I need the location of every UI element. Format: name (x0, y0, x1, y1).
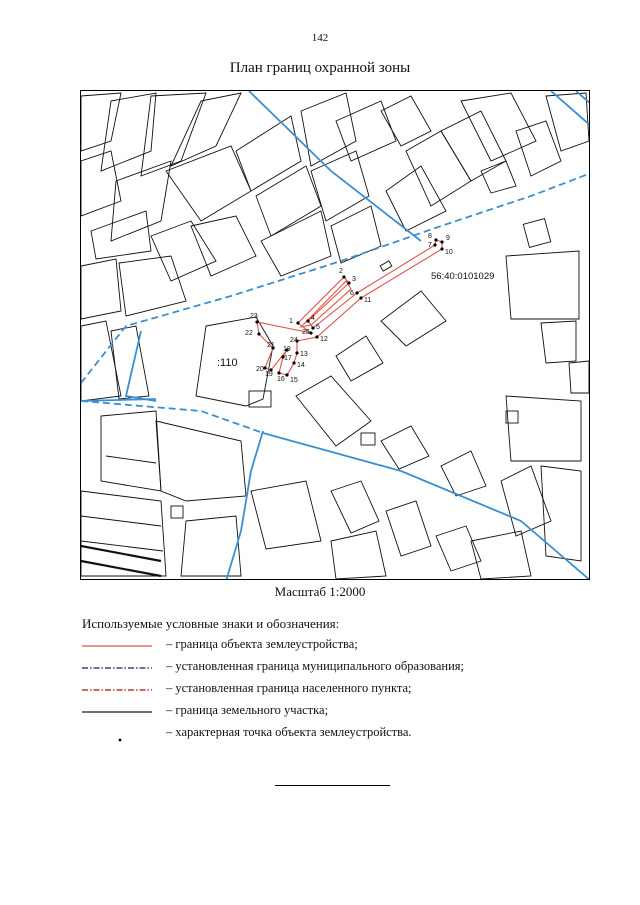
parcel (541, 466, 581, 561)
building (296, 376, 371, 446)
parcel (141, 93, 206, 176)
legend-title: Используемые условные знаки и обозначения: (82, 616, 340, 631)
point-number-label: 14 (297, 362, 305, 369)
building (381, 291, 446, 346)
parcel (331, 531, 386, 579)
parcel (171, 93, 241, 166)
point-number-label: 6 (350, 290, 354, 297)
building (381, 426, 429, 469)
legend-item-object-boundary (82, 634, 602, 656)
characteristic-point (359, 296, 362, 299)
parcel (91, 211, 151, 259)
settlement-boundary-line (81, 401, 263, 433)
parcel-label: :110 (217, 357, 238, 369)
parcel (151, 221, 216, 281)
legend-symbol (82, 634, 152, 656)
point-number-label: 19 (265, 371, 273, 378)
parcel (156, 421, 246, 501)
building (380, 261, 392, 271)
legend-item-municipal-boundary (82, 656, 602, 678)
map-scale: Масштаб 1:2000 (274, 584, 366, 599)
point-number-label: 23 (250, 313, 258, 320)
building (471, 531, 531, 579)
parcel (441, 111, 506, 181)
point-number-label: 24 (290, 337, 298, 344)
parcel (181, 516, 241, 576)
parcel (191, 216, 256, 276)
characteristic-point (309, 331, 312, 334)
legend-item-land-parcel-boundary (82, 700, 602, 722)
point-number-label: 8 (428, 233, 432, 240)
parcel-line (81, 516, 161, 526)
characteristic-point (315, 335, 318, 338)
building (523, 219, 550, 248)
legend-item-label: – граница земельного участка; (166, 703, 329, 717)
boundary-line (551, 91, 590, 126)
street-line (81, 561, 161, 576)
point-number-label: 9 (446, 235, 450, 242)
point-number-label: 18 (283, 346, 291, 353)
characteristic-point (296, 321, 299, 324)
characteristic-point (263, 366, 266, 369)
legend-item-settlement-boundary (82, 678, 602, 700)
legend-item-characteristic-point (82, 722, 602, 744)
parcel (331, 206, 381, 263)
characteristic-point (311, 326, 314, 329)
point-number-label: 13 (300, 351, 308, 358)
parcel (81, 93, 121, 151)
characteristic-point (440, 247, 443, 250)
point-number-label: 1 (289, 318, 293, 325)
signature-line (275, 785, 390, 786)
characteristic-point (257, 332, 260, 335)
parcel (406, 131, 471, 206)
settlement-boundary-line (81, 173, 590, 383)
page-number: 142 (311, 32, 329, 44)
parcel-line (81, 541, 163, 551)
point-number-label: 5 (316, 324, 320, 331)
cadastral-map (81, 91, 590, 580)
point-number-label: 20 (256, 366, 264, 373)
building (436, 526, 481, 571)
building (331, 481, 379, 533)
characteristic-point (355, 291, 358, 294)
legend-item-label: – граница объекта землеустройства; (166, 637, 358, 651)
street-lines (81, 546, 161, 576)
legend-symbol (82, 656, 152, 678)
characteristic-point (292, 361, 295, 364)
characteristic-point (347, 281, 350, 284)
parcel (81, 259, 121, 319)
building (441, 451, 486, 496)
boundary-line (226, 431, 263, 580)
parcel (336, 101, 396, 161)
legend-symbol (82, 678, 152, 700)
parcel (101, 411, 161, 491)
street-line (81, 546, 161, 561)
characteristic-point (434, 238, 437, 241)
parcel-line (106, 456, 156, 463)
legend-item-label: – установленная граница муниципального образования; (166, 659, 465, 673)
legend-symbol (82, 722, 152, 744)
point-number-label: 16 (277, 376, 285, 383)
parcel (256, 166, 321, 236)
point-number-label: 11 (364, 297, 372, 304)
characteristic-point (342, 275, 345, 278)
parcel (81, 321, 121, 401)
legend-symbol (82, 700, 152, 722)
point-number-label: 22 (245, 330, 253, 337)
page-title: План границ охранной зоны (229, 60, 411, 76)
parcel (516, 121, 561, 176)
point-number-label: 10 (445, 249, 453, 256)
point-number-label: 12 (320, 336, 328, 343)
point-number-label: 17 (284, 355, 292, 362)
point-number-label: 2 (339, 268, 343, 275)
point-number-label: 25 (302, 329, 310, 336)
building (171, 506, 183, 518)
building (249, 391, 271, 407)
point-number-label: 3 (352, 276, 356, 283)
legend (82, 634, 602, 744)
point-number-label: 21 (267, 342, 275, 349)
map-frame (80, 90, 590, 580)
point-number-label: 4 (311, 315, 315, 322)
parcel (569, 361, 589, 393)
characteristic-point (295, 351, 298, 354)
parcel (546, 93, 589, 151)
point-number-label: 7 (428, 242, 432, 249)
blue-lines (81, 91, 590, 580)
parcel (506, 251, 579, 319)
characteristic-point (285, 373, 288, 376)
boundary-line (126, 331, 156, 401)
point-number-label: 15 (290, 377, 298, 384)
characteristic-point (255, 320, 258, 323)
parcel (119, 256, 186, 316)
parcel (541, 321, 576, 363)
characteristic-point (306, 319, 309, 322)
legend-item-label: – установленная граница населенного пункта; (166, 681, 412, 695)
building (336, 336, 383, 381)
characteristic-point (440, 240, 443, 243)
parcel (506, 396, 581, 461)
parcel (461, 93, 536, 161)
building (361, 433, 375, 445)
parcel (101, 93, 156, 171)
parcel-outlines (81, 93, 589, 579)
building (386, 501, 431, 556)
characteristic-point (433, 243, 436, 246)
parcel (251, 481, 321, 549)
legend-item-label: – характерная точка объекта землеустройства. (166, 725, 412, 739)
boundary-line (249, 91, 421, 241)
cadastral-block-label: 56:40:0101029 (431, 271, 495, 282)
parcel (81, 151, 121, 216)
characteristic-point (277, 371, 280, 374)
